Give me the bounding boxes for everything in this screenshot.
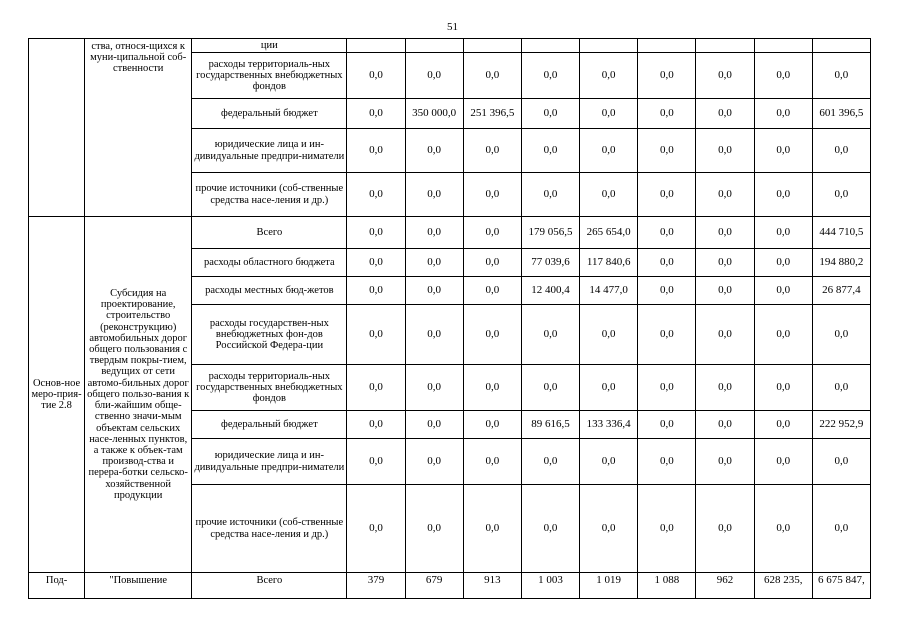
value-cell: 0,0 (580, 129, 638, 173)
value-cell: 0,0 (580, 485, 638, 573)
value-cell: 0,0 (463, 53, 521, 99)
value-cell: 1 088 (638, 573, 696, 599)
value-cell: 0,0 (754, 305, 812, 365)
page-number: 51 (447, 21, 458, 33)
value-cell: 0,0 (638, 217, 696, 249)
value-cell: 0,0 (405, 305, 463, 365)
value-cell: 0,0 (754, 411, 812, 439)
value-cell: 0,0 (754, 129, 812, 173)
value-cell: 0,0 (580, 365, 638, 411)
value-cell: 89 616,5 (521, 411, 579, 439)
value-cell: 0,0 (521, 53, 579, 99)
value-cell: 0,0 (347, 99, 405, 129)
value-cell: 77 039,6 (521, 249, 579, 277)
subprogram-description-cell: "Повышение (85, 573, 192, 599)
measure-description-cell: Субсидия на проектирование, строительство (реконструкцию) автомобильных дорог общего пользования с твердым покры-тием, ведущих от сети автомо-бильных дорог общего пользо-вания к бли-жайшим обще-ственно значи-мым объектам сельских насе-ленных пунктов, а также к объек-там производ-ства и перера-ботки сельско-хозяйственной продукции (85, 217, 192, 573)
value-cell: 0,0 (696, 53, 754, 99)
budget-table-sheet (28, 38, 871, 640)
value-cell: 117 840,6 (580, 249, 638, 277)
value-cell: 0,0 (405, 173, 463, 217)
funding-source-cell: юридические лица и ин-дивидуальные предпри-ниматели (192, 439, 347, 485)
value-cell: 0,0 (812, 485, 870, 573)
program-label-cell (29, 39, 85, 217)
table-row (29, 217, 871, 249)
value-cell: 0,0 (754, 217, 812, 249)
value-cell: 0,0 (696, 173, 754, 217)
value-cell: 379 (347, 573, 405, 599)
value-cell: 0,0 (463, 411, 521, 439)
value-cell: 0,0 (696, 249, 754, 277)
value-cell: 601 396,5 (812, 99, 870, 129)
value-cell: 0,0 (754, 365, 812, 411)
value-cell: 0,0 (463, 277, 521, 305)
value-cell: 0,0 (521, 173, 579, 217)
value-cell: 0,0 (638, 439, 696, 485)
value-cell: 0,0 (638, 173, 696, 217)
value-cell: 265 654,0 (580, 217, 638, 249)
value-cell: 0,0 (405, 439, 463, 485)
value-cell: 222 952,9 (812, 411, 870, 439)
funding-source-cell: прочие источники (соб-ственные средства насе-ления и др.) (192, 485, 347, 573)
value-cell (812, 39, 870, 53)
value-cell: 0,0 (638, 485, 696, 573)
funding-source-cell: Всего (192, 217, 347, 249)
value-cell (696, 39, 754, 53)
funding-source-cell: расходы государствен-ных внебюджетных фон-дов Российской Федера-ции (192, 305, 347, 365)
value-cell: 0,0 (463, 173, 521, 217)
value-cell: 0,0 (696, 439, 754, 485)
value-cell: 0,0 (405, 249, 463, 277)
value-cell: 0,0 (405, 411, 463, 439)
value-cell: 12 400,4 (521, 277, 579, 305)
value-cell: 0,0 (696, 365, 754, 411)
value-cell: 0,0 (638, 411, 696, 439)
value-cell: 0,0 (754, 277, 812, 305)
value-cell: 0,0 (812, 439, 870, 485)
value-cell (638, 39, 696, 53)
value-cell (463, 39, 521, 53)
value-cell: 0,0 (696, 277, 754, 305)
value-cell: 0,0 (580, 305, 638, 365)
value-cell: 0,0 (405, 485, 463, 573)
value-cell: 962 (696, 573, 754, 599)
value-cell: 0,0 (580, 439, 638, 485)
value-cell: 350 000,0 (405, 99, 463, 129)
funding-source-cell: юридические лица и ин-дивидуальные предпри-ниматели (192, 129, 347, 173)
value-cell: 1 019 (580, 573, 638, 599)
value-cell: 444 710,5 (812, 217, 870, 249)
program-description-cell: ства, относя-щихся к муни-ципальной соб-ственности (85, 39, 192, 217)
value-cell: 913 (463, 573, 521, 599)
value-cell: 0,0 (580, 53, 638, 99)
value-cell: 0,0 (754, 53, 812, 99)
value-cell (405, 39, 463, 53)
funding-source-cell: расходы территориаль-ных государственных внебюджетных фондов (192, 53, 347, 99)
funding-source-cell: федеральный бюджет (192, 99, 347, 129)
value-cell: 0,0 (405, 129, 463, 173)
value-cell (754, 39, 812, 53)
value-cell: 194 880,2 (812, 249, 870, 277)
value-cell: 0,0 (463, 249, 521, 277)
funding-source-cell: Всего (192, 573, 347, 599)
value-cell: 0,0 (463, 485, 521, 573)
value-cell: 0,0 (812, 305, 870, 365)
table-row (29, 573, 871, 599)
value-cell: 0,0 (521, 99, 579, 129)
value-cell: 0,0 (812, 365, 870, 411)
value-cell: 0,0 (638, 277, 696, 305)
value-cell: 0,0 (521, 439, 579, 485)
value-cell: 0,0 (347, 365, 405, 411)
value-cell: 0,0 (580, 99, 638, 129)
value-cell: 0,0 (696, 99, 754, 129)
value-cell: 0,0 (696, 485, 754, 573)
value-cell: 0,0 (347, 439, 405, 485)
value-cell: 14 477,0 (580, 277, 638, 305)
value-cell: 0,0 (696, 129, 754, 173)
value-cell: 0,0 (405, 277, 463, 305)
subprogram-label-cell: Под- (29, 573, 85, 599)
value-cell: 0,0 (463, 217, 521, 249)
value-cell: 251 396,5 (463, 99, 521, 129)
funding-source-cell: федеральный бюджет (192, 411, 347, 439)
value-cell: 0,0 (347, 277, 405, 305)
value-cell: 0,0 (463, 439, 521, 485)
value-cell: 0,0 (521, 365, 579, 411)
value-cell: 0,0 (521, 305, 579, 365)
value-cell: 0,0 (754, 99, 812, 129)
value-cell: 0,0 (754, 249, 812, 277)
value-cell: 0,0 (754, 439, 812, 485)
value-cell: 0,0 (754, 485, 812, 573)
value-cell (521, 39, 579, 53)
value-cell: 179 056,5 (521, 217, 579, 249)
value-cell: 1 003 (521, 573, 579, 599)
value-cell: 0,0 (638, 53, 696, 99)
value-cell: 6 675 847, (812, 573, 870, 599)
value-cell: 0,0 (696, 411, 754, 439)
value-cell: 0,0 (521, 485, 579, 573)
value-cell: 0,0 (347, 129, 405, 173)
value-cell: 0,0 (521, 129, 579, 173)
value-cell: 0,0 (405, 53, 463, 99)
value-cell: 0,0 (347, 485, 405, 573)
value-cell: 0,0 (463, 129, 521, 173)
value-cell: 0,0 (463, 365, 521, 411)
value-cell: 0,0 (405, 217, 463, 249)
value-cell: 0,0 (638, 99, 696, 129)
value-cell (580, 39, 638, 53)
budget-table (28, 38, 871, 599)
value-cell: 0,0 (812, 173, 870, 217)
value-cell: 0,0 (405, 365, 463, 411)
value-cell: 0,0 (463, 305, 521, 365)
funding-source-cell: ции (192, 39, 347, 53)
value-cell: 0,0 (638, 129, 696, 173)
value-cell: 0,0 (696, 305, 754, 365)
value-cell: 0,0 (638, 365, 696, 411)
funding-source-cell: расходы местных бюд-жетов (192, 277, 347, 305)
value-cell: 0,0 (347, 411, 405, 439)
funding-source-cell: расходы территориаль-ных государственных внебюджетных фондов (192, 365, 347, 411)
measure-label-cell: Основ-ное меро-прия-тие 2.8 (29, 217, 85, 573)
funding-source-cell: прочие источники (соб-ственные средства насе-ления и др.) (192, 173, 347, 217)
table-row (29, 39, 871, 53)
value-cell: 628 235, (754, 573, 812, 599)
value-cell: 26 877,4 (812, 277, 870, 305)
value-cell: 0,0 (347, 249, 405, 277)
value-cell: 0,0 (638, 249, 696, 277)
value-cell: 0,0 (347, 305, 405, 365)
value-cell: 0,0 (812, 129, 870, 173)
value-cell: 0,0 (580, 173, 638, 217)
value-cell: 0,0 (347, 173, 405, 217)
funding-source-cell: расходы областного бюджета (192, 249, 347, 277)
value-cell: 133 336,4 (580, 411, 638, 439)
value-cell: 0,0 (347, 217, 405, 249)
value-cell: 0,0 (347, 53, 405, 99)
value-cell: 0,0 (696, 217, 754, 249)
value-cell: 679 (405, 573, 463, 599)
value-cell: 0,0 (812, 53, 870, 99)
value-cell: 0,0 (754, 173, 812, 217)
value-cell (347, 39, 405, 53)
value-cell: 0,0 (638, 305, 696, 365)
